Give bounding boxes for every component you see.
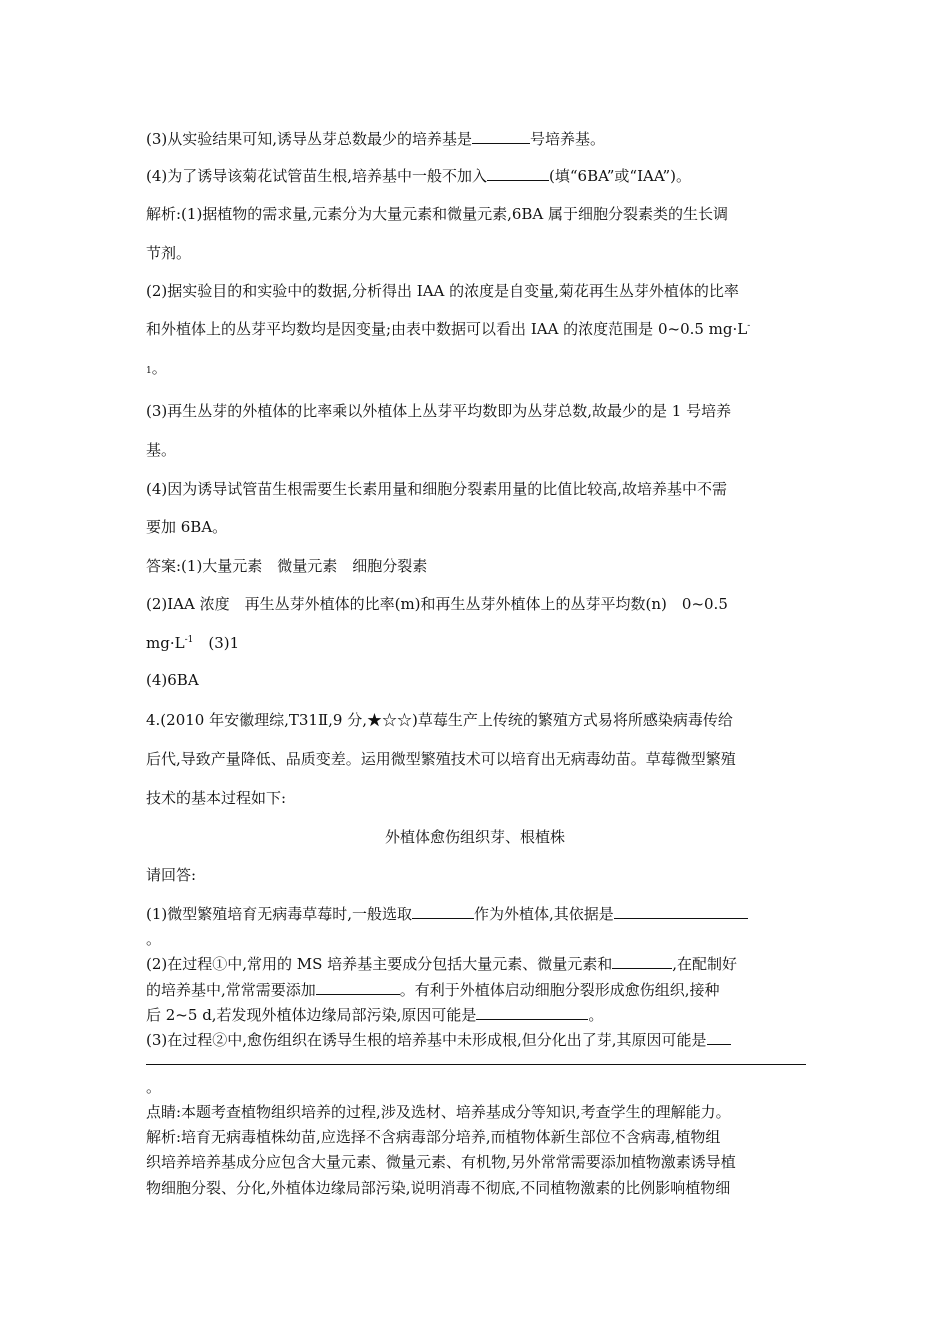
commentary-line-2: 解析:培育无病毒植株幼苗,应选择不含病毒部分培养,而植物体新生部位不含病毒,植物组 bbox=[146, 1128, 721, 1146]
q4-answer-blank[interactable] bbox=[487, 166, 549, 181]
sub-q1-blank-2[interactable] bbox=[614, 904, 748, 919]
analysis-line-5-digit: 1 bbox=[146, 366, 152, 376]
sub-question-2-line-1 bbox=[146, 953, 737, 974]
sub-q3-blank-line[interactable] bbox=[146, 1064, 806, 1065]
sub-question-1-end: 。 bbox=[146, 930, 162, 948]
q4-text-pre: (4)为了诱导该菊花试管苗生根,培养基中一般不加入 bbox=[146, 167, 488, 185]
answer-line-4: (4)6BA bbox=[146, 671, 199, 689]
answer-line-2: (2)IAA 浓度 再生丛芽外植体的比率(m)和再生丛芽外植体上的丛芽平均数(n) 0~0.5 bbox=[146, 595, 728, 613]
analysis-line-5-period: 。 bbox=[151, 359, 167, 377]
analysis-line-2: 节剂。 bbox=[146, 244, 192, 262]
sub-question-3-line-1 bbox=[146, 1029, 731, 1050]
q3-answer-blank[interactable] bbox=[472, 129, 530, 144]
analysis-line-6: (3)再生丛芽的外植体的比率乘以外植体上丛芽平均数即为丛芽总数,故最少的是 1 号培养 bbox=[146, 402, 732, 420]
sub-q2-l3-pre: 后 2~5 d,若发现外植体边缘局部污染,原因可能是 bbox=[146, 1006, 477, 1024]
commentary-line-3: 织培养培养基成分应包含大量元素、微量元素、有机物,另外常常需要添加植物激素诱导植 bbox=[146, 1153, 736, 1171]
answer-unit-sup: -1 bbox=[184, 635, 194, 645]
sub-question-3-end: 。 bbox=[146, 1078, 162, 1096]
question-4-intro-1: 4.(2010 年安徽理综,T31Ⅱ,9 分,★☆☆)草莓生产上传统的繁殖方式易将所感染病毒传给 bbox=[146, 711, 733, 729]
sub-q2-blank-1[interactable] bbox=[612, 954, 672, 969]
sub-q2-l2-pre: 的培养基中,常常需要添加 bbox=[146, 981, 316, 999]
sub-q1-text-mid: 作为外植体,其依据是 bbox=[474, 905, 614, 923]
sub-q2-l2-post: 。有利于外植体启动细胞分裂形成愈伤组织,接种 bbox=[399, 981, 720, 999]
please-answer: 请回答: bbox=[146, 866, 197, 884]
q3-text-post: 号培养基。 bbox=[530, 130, 606, 148]
sub-q1-blank-1[interactable] bbox=[412, 904, 474, 919]
analysis-line-9: 要加 6BA。 bbox=[146, 518, 228, 536]
sub-question-1 bbox=[146, 903, 748, 924]
sub-q3-blank-start[interactable] bbox=[707, 1030, 731, 1045]
analysis-line-8: (4)因为诱导试管苗生根需要生长素用量和细胞分裂素用量的比值比较高,故培养基中不需 bbox=[146, 480, 728, 498]
sub-q2-blank-3[interactable] bbox=[476, 1005, 588, 1020]
sub-question-2-line-3 bbox=[146, 1004, 603, 1025]
q3-text-pre: (3)从实验结果可知,诱导丛芽总数最少的培养基是 bbox=[146, 130, 473, 148]
q4-text-post: (填“6BA”或“IAA”)。 bbox=[549, 167, 691, 185]
sub-q2-blank-2[interactable] bbox=[316, 980, 400, 995]
analysis-line-7: 基。 bbox=[146, 441, 177, 459]
sub-q3-text: (3)在过程②中,愈伤组织在诱导生根的培养基中未形成根,但分化出了芽,其原因可能是 bbox=[146, 1031, 707, 1049]
analysis-line-1: 解析:(1)据植物的需求量,元素分为大量元素和微量元素,6BA 属于细胞分裂素类的生长调 bbox=[146, 205, 729, 223]
analysis-line-4-text: 和外植体上的丛芽平均数均是因变量;由表中数据可以看出 IAA 的浓度范围是 0~0.5 mg·L bbox=[146, 320, 748, 338]
analysis-line-5 bbox=[146, 357, 167, 378]
answer-unit: mg·L bbox=[146, 634, 185, 652]
answer-line-1: 答案:(1)大量元素 微量元素 细胞分裂素 bbox=[146, 557, 428, 575]
commentary-line-1: 点睛:本题考查植物组织培养的过程,涉及选材、培养基成分等知识,考查学生的理解能力。 bbox=[146, 1103, 731, 1121]
analysis-line-4 bbox=[146, 318, 750, 339]
sub-q2-l1-post: ,在配制好 bbox=[672, 955, 737, 973]
answer-line-3-rest: (3)1 bbox=[193, 634, 240, 652]
answer-line-3 bbox=[146, 632, 239, 653]
commentary-line-4: 物细胞分裂、分化,外植体边缘局部污染,说明消毒不彻底,不同植物激素的比例影响植物细 bbox=[146, 1179, 731, 1197]
process-flow: 外植体愈伤组织芽、根植株 bbox=[384, 828, 565, 846]
question-4-line bbox=[146, 165, 691, 186]
question-4-intro-2: 后代,导致产量降低、品质变差。运用微型繁殖技术可以培育出无病毒幼苗。草莓微型繁殖 bbox=[146, 750, 736, 768]
question-4-intro-3: 技术的基本过程如下: bbox=[146, 789, 287, 807]
sub-q2-l1-pre: (2)在过程①中,常用的 MS 培养基主要成分包括大量元素、微量元素和 bbox=[146, 955, 613, 973]
sub-q1-text-pre: (1)微型繁殖培育无病毒草莓时,一般选取 bbox=[146, 905, 413, 923]
sub-question-2-line-2 bbox=[146, 979, 720, 1000]
analysis-unit-sup: - bbox=[747, 321, 751, 331]
question-3-line bbox=[146, 128, 605, 149]
analysis-line-3: (2)据实验目的和实验中的数据,分析得出 IAA 的浓度是自变量,菊花再生丛芽外植体的比率 bbox=[146, 282, 739, 300]
sub-q2-l3-post: 。 bbox=[588, 1006, 604, 1024]
